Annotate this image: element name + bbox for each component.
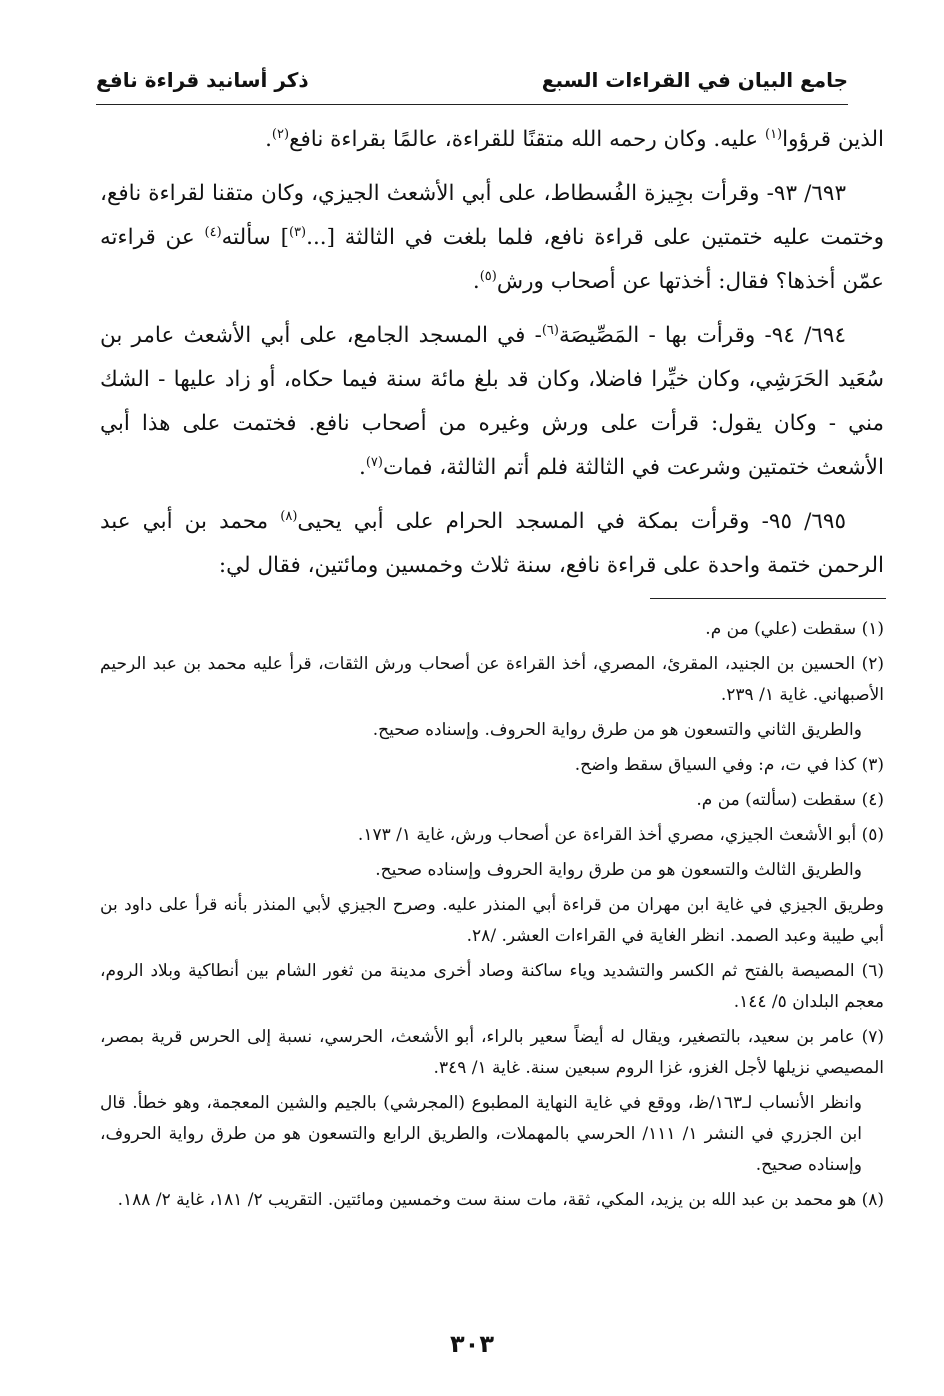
footnote-4: (٤) سقطت (سألته) من م. [696, 790, 884, 810]
page-number: ٣٠٣ [450, 1330, 494, 1358]
footnote-6: (٦) المصيصة بالفتح ثم الكسر والتشديد وياء ساكنة وصاد أخرى مدينة من ثغور الشام بين أنطاكية وبلاد الروم، معجم البلدان ٥/ ١٤٤. [100, 961, 884, 1012]
book-title: جامع البيان في القراءات السبع [541, 68, 848, 92]
footnote-8: (٨) هو محمد بن عبد الله بن يزيد، المكي، ثقة، مات سنة ست وخمسين ومائتين. التقريب ٢/ ١٨١، غاية ٢/ ١٨٨. [117, 1190, 884, 1210]
header-rule [96, 104, 848, 105]
footnote-2-continued: والطريق الثاني والتسعون هو من طرق رواية الحروف. وإسناده صحيح. [372, 720, 862, 740]
chapter-title: ذكر أسانيد قراءة نافع [96, 68, 309, 92]
footnote-2: (٢) الحسين بن الجنيد، المقرئ، المصري، أخذ القراءة عن أصحاب ورش الثقات، قرأ عليه محمد بن عبد الرحيم الأصبهاني. غاية ١/ ٢٣٩. [100, 654, 884, 705]
main-text [100, 118, 884, 598]
footnote-ref-7[interactable]: (٧) [365, 454, 383, 470]
footnote-5: (٥) أبو الأشعث الجيزي، مصري أخذ القراءة عن أصحاب ورش، غاية ١/ ١٧٣. [357, 825, 884, 845]
footnote-5-continued: والطريق الثالث والتسعون هو من طرق رواية الحروف وإسناده صحيح. [375, 860, 862, 880]
footnote-7-continued: وانظر الأنساب لـ١٦٣/ظ، ووقع في غاية النهاية المطبوع (المجرشي) بالجيم والشين المعجمة، وهو خطأ. قال ابن الجزري في النشر ١/ ١١١/ الحرسي بالمهملات، والطريق الرابع والتسعون هو من طرق رواية الحروف، وإسناده صحيح. [100, 1093, 862, 1175]
footnote-ref-8[interactable]: (٨) [280, 508, 298, 524]
paragraph-1: الذين قرؤوا$^{(١)}$ عليه. وكان رحمه الله متقنًا للقراءة، عالمًا بقراءة نافع$^{(٢)}$. [265, 126, 884, 152]
running-header [96, 62, 848, 102]
footnote-separator [650, 598, 886, 599]
paragraph-695: ٦٩٥/ ٩٥- وقرأت بمكة في المسجد الحرام على أبي يحيى$^{(٨)}$ محمد بن أبي عبد الرحمن ختمة واحدة على قراءة نافع، سنة ثلاث وخمسين ومائتين، فقال لي: [100, 508, 884, 578]
footnote-1: (١) سقطت (علي) من م. [705, 619, 884, 639]
footnote-3: (٣) كذا في ت، م: وفي السياق سقط واضح. [574, 755, 884, 775]
footnote-7: (٧) عامر بن سعيد، بالتصغير، ويقال له أيضاً سعير بالراء، أبو الأشعث، الحرسي، نسبة إلى الحرس قرية بمصر، المصيصي نزيلها لأجل الغزو، غزا الروم سبعين سنة. غاية ١/ ٣٤٩. [100, 1027, 884, 1078]
footnote-ref-6[interactable]: (٦) [541, 322, 559, 338]
paragraph-693: ٦٩٣/ ٩٣- وقرأت بجِيزة الفُسطاط، على أبي الأشعث الجيزي، وكان متقنا لقراءة نافع، وختمت عليه ختمتين على قراءة نافع، فلما بلغت في الثالثة [...$^{(٣)}$] سألته$^{(٤)}$ عن قراءته عمّن أخذها؟ فقال: أخذتها عن أصحاب ورش$^{(٥)}$. [100, 181, 884, 294]
paragraph-694: ٦٩٤/ ٩٤- وقرأت بها - المَصِّيصَة$^{(٦)}$- في المسجد الجامع، على أبي الأشعث عامر بن سُعَيد الحَرَشِي، وكان خيِّرا فاضلا، وكان قد بلغ مائة سنة فيما حكاه، أو زاد عليها - الشك مني - وكان يقول: قرأت على ورش وغيره من أصحاب نافع. فختمت على هذا أبي الأشعث ختمتين وشرعت في الثالثة فلم أتم الثالثة، فمات$^{(٧)}$. [100, 322, 884, 480]
footnote-ref-4[interactable]: (٤) [204, 224, 222, 240]
footnote-ref-1[interactable]: (١) [764, 126, 783, 142]
footnote-5-note: وطريق الجيزي في غاية ابن مهران من قراءة أبي المنذر عليه. وصرح الجيزي لأبي المنذر بأنه قرأ على داود بن أبي طيبة وعبد الصمد. انظر الغاية في القراءات العشر. /٢٨. [100, 895, 884, 946]
footnote-ref-5[interactable]: (٥) [479, 268, 497, 284]
footnote-ref-2[interactable]: (٢) [271, 126, 290, 142]
footnote-ref-3[interactable]: (٣) [288, 224, 307, 240]
footnotes [100, 614, 884, 1220]
